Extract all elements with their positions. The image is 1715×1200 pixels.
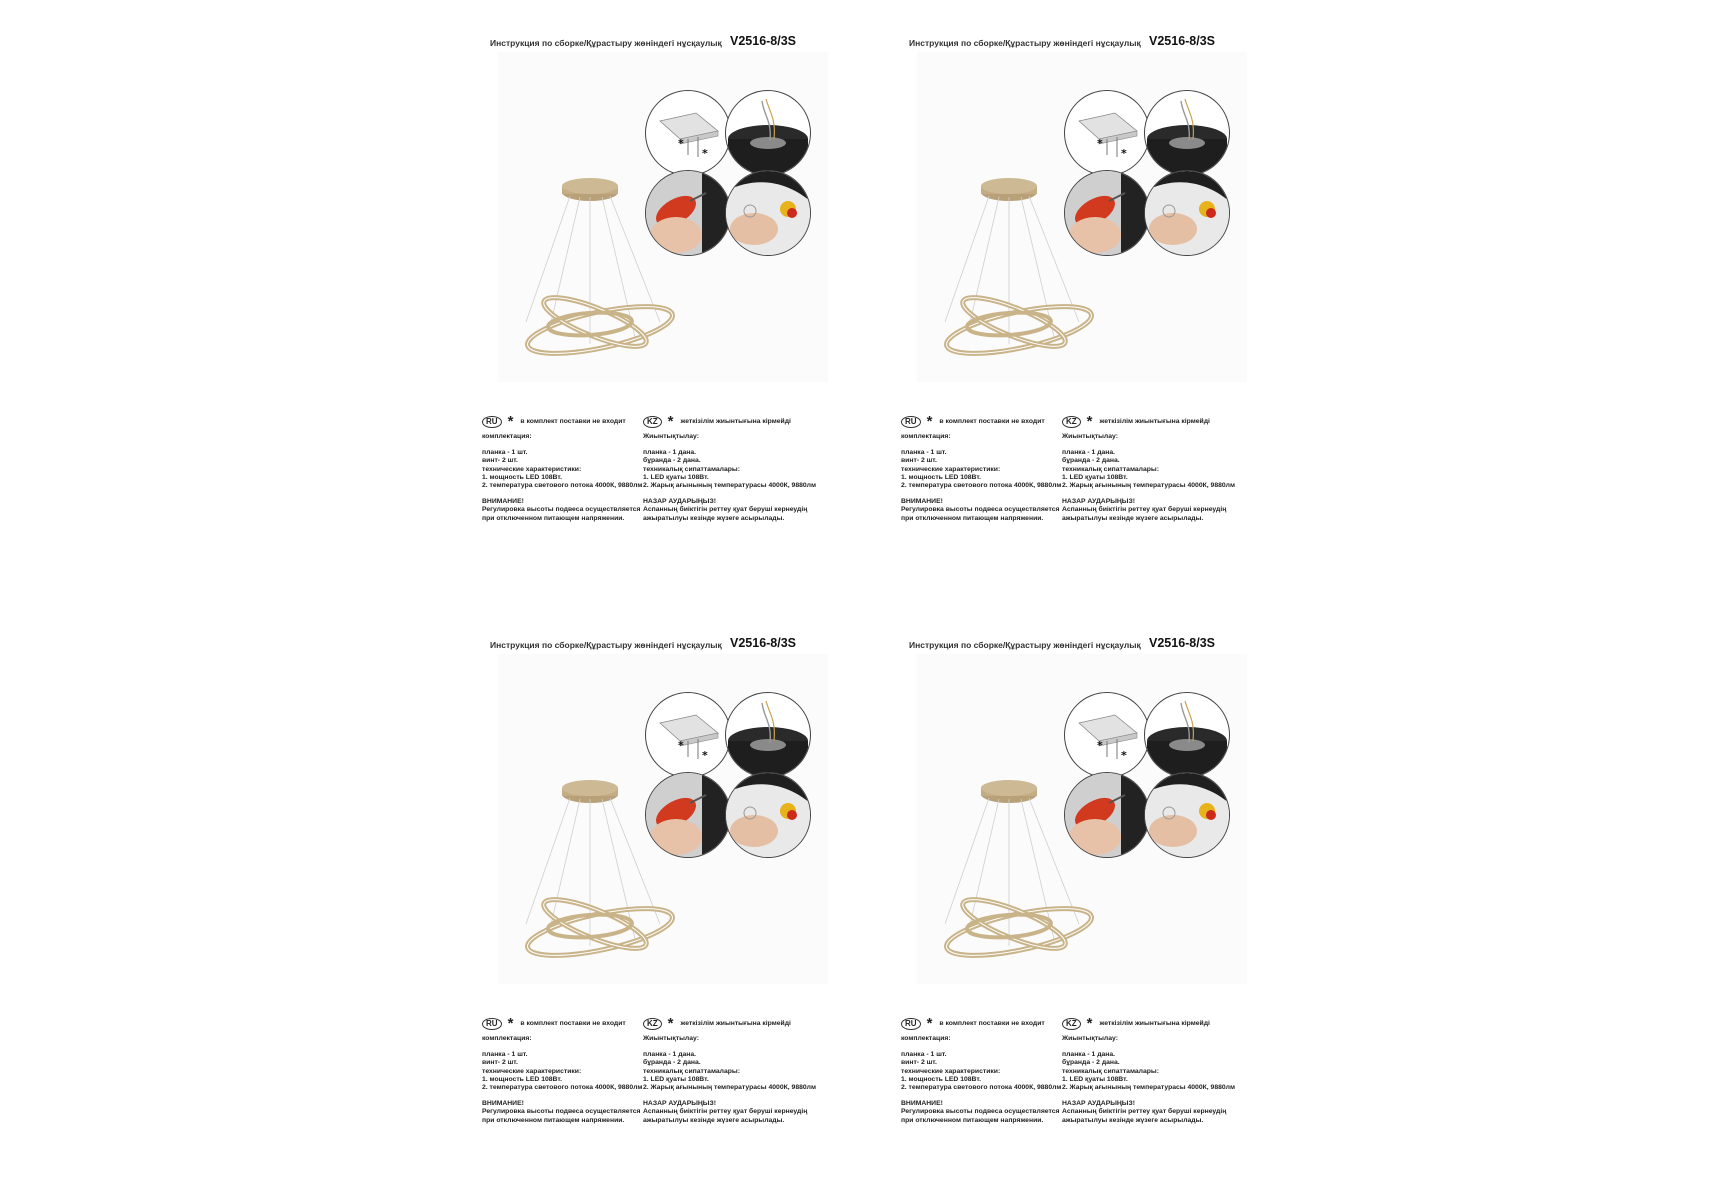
kit-line: планка - 1 дана. [1062, 1051, 1116, 1059]
sheet-title: Инструкция по сборке/Құрастыру жөніндегі нұсқаулық [909, 640, 1141, 650]
kit-heading: комплектация: [482, 433, 532, 440]
kit-line: бұранда - 2 дана. [1062, 1059, 1120, 1067]
warning-heading: ВНИМАНИЕ! [901, 1100, 943, 1108]
tech-heading: технические характеристики: [482, 1067, 582, 1075]
instruction-sheet-top-left [478, 32, 858, 572]
model-number: V2516-8/3S [730, 34, 797, 48]
ru-section [482, 1017, 647, 1125]
svg-text:*: * [1121, 147, 1127, 160]
sheet-title: Инструкция по сборке/Құрастыру жөніндегі нұсқаулық [490, 640, 722, 650]
warning-line: Регулировка высоты подвеса осуществляется [901, 1108, 1060, 1116]
canopy-wiring-icon [1144, 692, 1230, 778]
warning-line: Аспанның биіктігін реттеу қуат беруші кернеудің [643, 506, 808, 514]
not-included-note: в комплект поставки не входит [939, 417, 1045, 425]
tech-line: 2. температура светового потока 4000К, 9880лм [901, 1084, 1062, 1092]
tech-line: 2. Жарық ағынының температурасы 4000К, 9880лм [643, 1084, 817, 1092]
kit-line: бұранда - 2 дана. [643, 457, 701, 465]
tech-line: 2. Жарық ағынының температурасы 4000К, 9880лм [643, 482, 817, 490]
product-figure [498, 52, 828, 382]
kit-heading: комплектация: [901, 1035, 951, 1042]
tech-line: 1. LED қуаты 108Вт. [1062, 1075, 1128, 1083]
svg-text:*: * [1097, 137, 1103, 150]
warning-line: ажыратылуы кезінде жүзеге асырылады. [1062, 1116, 1204, 1124]
mounting-bracket-icon [1064, 692, 1150, 778]
kz-language-badge: KZ [1062, 1018, 1081, 1030]
tech-line: 1. LED қуаты 108Вт. [1062, 473, 1128, 481]
asterisk-icon: * [507, 1015, 514, 1032]
product-figure [917, 654, 1247, 984]
mounting-bracket-icon [645, 90, 731, 176]
ru-language-badge: RU [901, 1018, 921, 1030]
warning-line: Аспанның биіктігін реттеу қуат беруші кернеудің [643, 1108, 808, 1116]
kit-line: планка - 1 дана. [643, 449, 697, 457]
warning-line: ажыратылуы кезінде жүзеге асырылады. [643, 1116, 785, 1124]
warning-line: Регулировка высоты подвеса осуществляется [901, 506, 1060, 514]
sheet-title: Инструкция по сборке/Құрастыру жөніндегі нұсқаулық [909, 38, 1141, 48]
hand-adjust-step-icon [725, 772, 811, 858]
kz-section [643, 415, 833, 523]
warning-line: Регулировка высоты подвеса осуществляется [482, 506, 641, 514]
asterisk-icon: * [1086, 1015, 1093, 1032]
tech-line: 1. мощность LED 108Вт. [482, 473, 562, 481]
warning-line: Аспанның биіктігін реттеу қуат беруші кернеудің [1062, 1108, 1227, 1116]
svg-text:*: * [1097, 739, 1103, 752]
hand-adjust-step-icon [1144, 170, 1230, 256]
tech-heading: технические характеристики: [901, 465, 1001, 473]
ru-language-badge: RU [901, 416, 921, 428]
asterisk-icon: * [1086, 413, 1093, 430]
warning-heading: ВНИМАНИЕ! [482, 1100, 524, 1108]
tech-line: 2. температура светового потока 4000К, 9880лм [482, 1084, 643, 1092]
warning-heading: НАЗАР АУДАРЫҢЫЗ! [643, 1100, 716, 1108]
kit-line: планка - 1 шт. [482, 449, 528, 457]
canopy-wiring-icon [725, 692, 811, 778]
not-included-note: жеткізілім жиынтығына кірмейді [1099, 1019, 1210, 1027]
instruction-sheet-bottom-right [897, 634, 1277, 1174]
kit-line: планка - 1 шт. [901, 1051, 947, 1059]
tech-heading: технические характеристики: [482, 465, 582, 473]
kit-heading: Жиынтықтылау: [1062, 1035, 1118, 1042]
kit-heading: Жиынтықтылау: [643, 433, 699, 440]
tech-line: 1. мощность LED 108Вт. [901, 1075, 981, 1083]
sheet-title: Инструкция по сборке/Құрастыру жөніндегі нұсқаулық [490, 38, 722, 48]
kit-heading: Жиынтықтылау: [1062, 433, 1118, 440]
kit-line: винт- 2 шт. [901, 1059, 937, 1067]
tech-line: 1. мощность LED 108Вт. [482, 1075, 562, 1083]
kz-language-badge: KZ [643, 1018, 662, 1030]
kz-language-badge: KZ [643, 416, 662, 428]
kz-language-badge: KZ [1062, 416, 1081, 428]
kit-line: планка - 1 шт. [482, 1051, 528, 1059]
warning-heading: ВНИМАНИЕ! [482, 498, 524, 506]
product-figure [498, 654, 828, 984]
model-number: V2516-8/3S [1149, 636, 1216, 650]
warning-heading: НАЗАР АУДАРЫҢЫЗ! [1062, 498, 1135, 506]
kit-heading: Жиынтықтылау: [643, 1035, 699, 1042]
asterisk-icon: * [926, 1015, 933, 1032]
kit-line: бұранда - 2 дана. [643, 1059, 701, 1067]
asterisk-icon: * [507, 413, 514, 430]
tech-line: 1. мощность LED 108Вт. [901, 473, 981, 481]
warning-line: ажыратылуы кезінде жүзеге асырылады. [1062, 514, 1204, 522]
svg-text:*: * [678, 739, 684, 752]
tech-heading: техникалық сипаттамалары: [643, 1067, 740, 1075]
svg-text:*: * [1121, 749, 1127, 762]
screwdriver-step-icon [1064, 170, 1150, 256]
warning-heading: НАЗАР АУДАРЫҢЫЗ! [643, 498, 716, 506]
instruction-sheet-bottom-left [478, 634, 858, 1174]
kit-line: планка - 1 дана. [643, 1051, 697, 1059]
instruction-sheet-top-right [897, 32, 1277, 572]
warning-line: Регулировка высоты подвеса осуществляется [482, 1108, 641, 1116]
svg-text:*: * [702, 147, 708, 160]
kit-line: планка - 1 шт. [901, 449, 947, 457]
ru-section [482, 415, 647, 523]
model-number: V2516-8/3S [730, 636, 797, 650]
hand-adjust-step-icon [1144, 772, 1230, 858]
hand-adjust-step-icon [725, 170, 811, 256]
tech-line: 1. LED қуаты 108Вт. [643, 473, 709, 481]
ru-section [901, 415, 1066, 523]
warning-heading: НАЗАР АУДАРЫҢЫЗ! [1062, 1100, 1135, 1108]
tech-heading: технические характеристики: [901, 1067, 1001, 1075]
not-included-note: жеткізілім жиынтығына кірмейді [1099, 417, 1210, 425]
kit-line: винт- 2 шт. [482, 1059, 518, 1067]
ru-language-badge: RU [482, 1018, 502, 1030]
kit-line: бұранда - 2 дана. [1062, 457, 1120, 465]
kit-line: винт- 2 шт. [901, 457, 937, 465]
svg-text:*: * [678, 137, 684, 150]
tech-heading: техникалық сипаттамалары: [1062, 1067, 1159, 1075]
tech-line: 2. температура светового потока 4000К, 9880лм [482, 482, 643, 490]
warning-line: при отключенном питающем напряжении. [901, 1116, 1044, 1124]
ru-section [901, 1017, 1066, 1125]
kit-heading: комплектация: [901, 433, 951, 440]
asterisk-icon: * [667, 413, 674, 430]
mounting-bracket-icon [645, 692, 731, 778]
screwdriver-step-icon [645, 170, 731, 256]
screwdriver-step-icon [1064, 772, 1150, 858]
ru-language-badge: RU [482, 416, 502, 428]
kz-section [1062, 415, 1252, 523]
kit-line: планка - 1 дана. [1062, 449, 1116, 457]
not-included-note: жеткізілім жиынтығына кірмейді [680, 417, 791, 425]
screwdriver-step-icon [645, 772, 731, 858]
warning-line: при отключенном питающем напряжении. [482, 514, 625, 522]
asterisk-icon: * [667, 1015, 674, 1032]
warning-line: при отключенном питающем напряжении. [901, 514, 1044, 522]
warning-line: ажыратылуы кезінде жүзеге асырылады. [643, 514, 785, 522]
model-number: V2516-8/3S [1149, 34, 1216, 48]
canopy-wiring-icon [725, 90, 811, 176]
tech-line: 2. Жарық ағынының температурасы 4000К, 9880лм [1062, 482, 1236, 490]
not-included-note: в комплект поставки не входит [939, 1019, 1045, 1027]
tech-line: 2. Жарық ағынының температурасы 4000К, 9880лм [1062, 1084, 1236, 1092]
kz-section [1062, 1017, 1252, 1125]
kit-line: винт- 2 шт. [482, 457, 518, 465]
kit-heading: комплектация: [482, 1035, 532, 1042]
not-included-note: в комплект поставки не входит [520, 1019, 626, 1027]
tech-line: 2. температура светового потока 4000К, 9880лм [901, 482, 1062, 490]
canopy-wiring-icon [1144, 90, 1230, 176]
asterisk-icon: * [926, 413, 933, 430]
warning-heading: ВНИМАНИЕ! [901, 498, 943, 506]
not-included-note: жеткізілім жиынтығына кірмейді [680, 1019, 791, 1027]
mounting-bracket-icon [1064, 90, 1150, 176]
tech-heading: техникалық сипаттамалары: [643, 465, 740, 473]
warning-line: при отключенном питающем напряжении. [482, 1116, 625, 1124]
tech-heading: техникалық сипаттамалары: [1062, 465, 1159, 473]
kz-section [643, 1017, 833, 1125]
product-figure [917, 52, 1247, 382]
not-included-note: в комплект поставки не входит [520, 417, 626, 425]
svg-text:*: * [702, 749, 708, 762]
tech-line: 1. LED қуаты 108Вт. [643, 1075, 709, 1083]
warning-line: Аспанның биіктігін реттеу қуат беруші кернеудің [1062, 506, 1227, 514]
